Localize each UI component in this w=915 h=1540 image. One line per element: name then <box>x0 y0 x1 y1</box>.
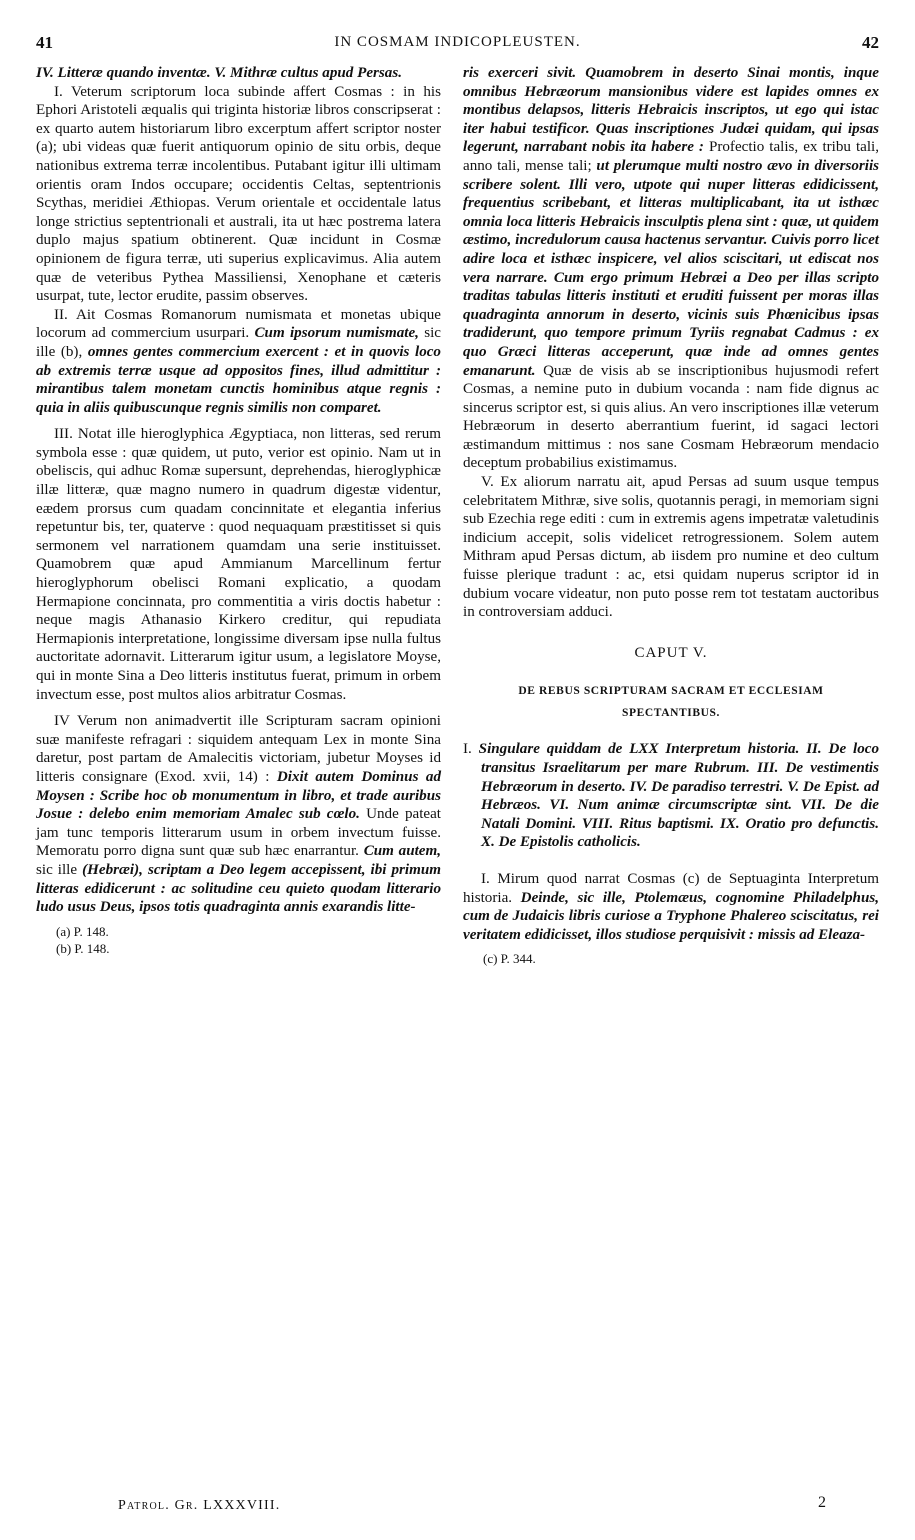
paragraph-iii: III. Notat ille hieroglyphica Ægyptiaca, non litteras, sed rerum symbola esse : quæ quidem, ut puto, verior est opinio. Nam ut in obeliscis, qui adhuc Romæ supersunt, deprehendas, hieroglyphicæ illæ litteræ, quæ magno numero in quadrum digestæ videntur, eædem prorsus cum quadam concinnitate et elegantia inferius repetuntur bis, ter, quaterve : quod nequaquam præstitisset si quis sermonem vel narrationem quamdam una serie instituisset. Quamobrem quæ apud Ammianum Marcellinum fertur hieroglyphorum obelisci Romani explicatio, a quodam Hermapione concinnata, pro commentitia a viris doctis habetur : neque magis Athanasio Kirkero creditur, qui repudiata Hermapionis interpretatione, longissime diversam ipse nulla fultus auctoritate adornavit. Litterarum igitur usum, a legislatore Moyse, qui in monte Sina a Deo litteris institutus fuerat, primum in orbem invectum esse, post multos alios arbitratur Cosmas. <box>36 426 441 703</box>
footnotes-left <box>36 923 441 957</box>
footnotes-right <box>463 950 879 967</box>
printer-signature: Patrol. Gr. LXXXVIII. <box>118 1498 281 1513</box>
footnote-b: (b) P. 148. <box>56 940 110 956</box>
chapter-summary-continued: IV. Litteræ quando inventæ. V. Mithræ cultus apud Persas. <box>36 65 402 81</box>
chapter-title: DE REBUS SCRIPTURAM SACRAM ET ECCLESIAM SPECTANTIBUS. <box>518 685 824 720</box>
paragraph-ii: II. Ait Cosmas Romanorum numismata et monetas ubique locorum ad commercium usurpari. Cum ipsorum numismate, sic ille (b), omnes gentes commercium exercent : et in quovis loco ab extremis terræ usque ad oppositos fines, illud admittitur : mirantibus talem monetam cunctis hominibus atque regnis : quia in aliis quibuscunque regnis similis non comparet. <box>36 306 441 416</box>
chapter-summary: I. Singulare quiddam de LXX Interpretum historia. II. De loco transitus Israelitarum per mare Rubrum. III. De vestimentis Hebræorum in deserto. IV. De paradiso terrestri. V. De Epist. ad Hebræos. VI. Num animæ circumscriptæ sint. VII. De die Natali Domini. VIII. Ritus baptismi. IX. Oratio pro defunctis. X. De Epistolis catholicis. <box>463 741 879 851</box>
left-column <box>36 64 441 957</box>
paragraph-v: V. Ex aliorum narratu ait, apud Persas ad suum usque tempus celebritatem Mithræ, sive solis, quotannis peragi, in memoriam signi sub Ezechia rege editi : cum in extremis agens impetratæ valetudinis indicium accepit, solis videlicet retrogressionem. Solem autem Mithram apud Persas dictum, ab iisdem pro numine et deo cultum fuisse plerique tradunt : ac, etsi quidam nuperus scriptor id in dubium vocare videatur, non puto posse rem tot testatam auctoribus in controversiam adduci. <box>463 474 879 621</box>
page-header <box>36 33 879 55</box>
footnote-a: (a) P. 148. <box>56 923 109 939</box>
paragraph-iv-continued: ris exerceri sivit. Quamobrem in deserto Sinai montis, inque omnibus Hebræorum mansionibus videre est lapides omnes ex montibus delapsos, litteris Hebraicis inscriptos, ut ego qui istac iter habui testificor. Quas inscriptiones Judæi quidam, qui ipsas legerunt, narrabant nobis ita habere : Profectio talis, ex tribu tali, anno tali, mense tali; ut plerumque multi nostro ævo in diversoriis scribere solent. Illi vero, utpote qui nuper litteras edidicissent, frequentius scribebant, et litteras multiplicabant, ita ut isthæc omnia loca litteris Hebraicis insculptis plena sint : quæ, ut quidem æstimo, incredulorum causa hactenus servantur. Cuivis porro licet adire loca et isthæc inspicere, vel alios sciscitari, ut ediscat nos vera narrare. Cum ergo primum Hebræi a Deo per illas scripto traditas tabulas litteris instituti et eruditi fuissent per moras illas quadraginta annorum in deserto, vicinis suis Phœnicibus ipsas tradiderunt, quo tempore primum Tyriis regnabat Cadmus : ex quo Græci litteras acceperunt, quæ inde ad omnes gentes emanarunt. Quæ de visis ab se inscriptionibus hujusmodi refert Cosmas, a nemine puto in dubium vocanda : nam fide dignus ac sincerus scriptor est, si quis alius. An vero inscriptiones illæ veterum Hebræorum in deserto aberrantium fuerint, id sagaci lectori æstimandum mittimus : nos sane Cosmam Hebræorum mendacio deceptum probabilius existimamus. <box>463 65 880 472</box>
running-title: IN COSMAM INDICOPLEUSTEN. <box>334 34 581 50</box>
right-column <box>463 64 879 967</box>
chapter-heading: CAPUT V. <box>634 644 708 661</box>
page-number-left: 41 <box>36 33 53 52</box>
paragraph-iv: IV Verum non animadvertit ille Scripturam sacram opinioni suæ manifeste refragari : siquidem antequam Lex in monte Sina daretur, post partam de Amalecitis victoriam, jubetur Moyses id litteris consignare (Exod. xvii, 14) : Dixit autem Dominus ad Moysen : Scribe hoc ob monumentum in libro, et trade auribus Josue : delebo enim memoriam Amalec sub cœlo. Unde pateat jam tunc temporis litterarum usum in orbem invectum fuisse. Memoratu porro digna sunt quæ sub hæc enarrantur. Cum autem, sic ille (Hebræi), scriptam a Deo legem accepissent, ibi primum litteras edidicerunt : ac solitudine ceu quieto quodam litterario ludo usus Deus, ipsos totis quadraginta annis exarandis litte- <box>36 713 442 916</box>
chapter-v-paragraph-i: I. Mirum quod narrat Cosmas (c) de Septuaginta Interpretum historia. Deinde, sic ille, Ptolemæus, cognomine Philadelphus, cum de Judaicis libris curiose a Tryphone Phalereo sciscitatus, rei veritatem edidicisset, illos studiose perquisivit : missis ad Eleaza- <box>463 870 879 943</box>
footnote-c: (c) P. 344. <box>483 951 536 967</box>
paragraph-i: I. Veterum scriptorum loca subinde affert Cosmas : in his Ephori Aristoteli æqualis qui triginta historiæ libros conscripserat : ex quarto autem historiarum libro excerptum affert scriptor noster (a); ubi videas quæ fuerit antiquorum opinio de situ orbis, deque nationibus extrema terræ incolentibus. Putabant igitur illi ultimam orientis oram Indos occupare; occidentis Celtas, septentrionis Scythas, meridiei Æthiopas. Verum orientale et occidentale latus longe strictius septentrionali et australi, ita ut hæc postrema latera duplo majus spatium obtinerent. Quæ incidunt in Cosmæ opinionem de figura terræ, uti superius explicavimus. Alia autem quæ de veteribus Pythea Massiliensi, Xenophane et cæteris usurpat, tute, lector erudite, passim observes. <box>36 83 441 305</box>
page-number-right: 42 <box>862 33 879 52</box>
sheet-number: 2 <box>818 1494 826 1511</box>
